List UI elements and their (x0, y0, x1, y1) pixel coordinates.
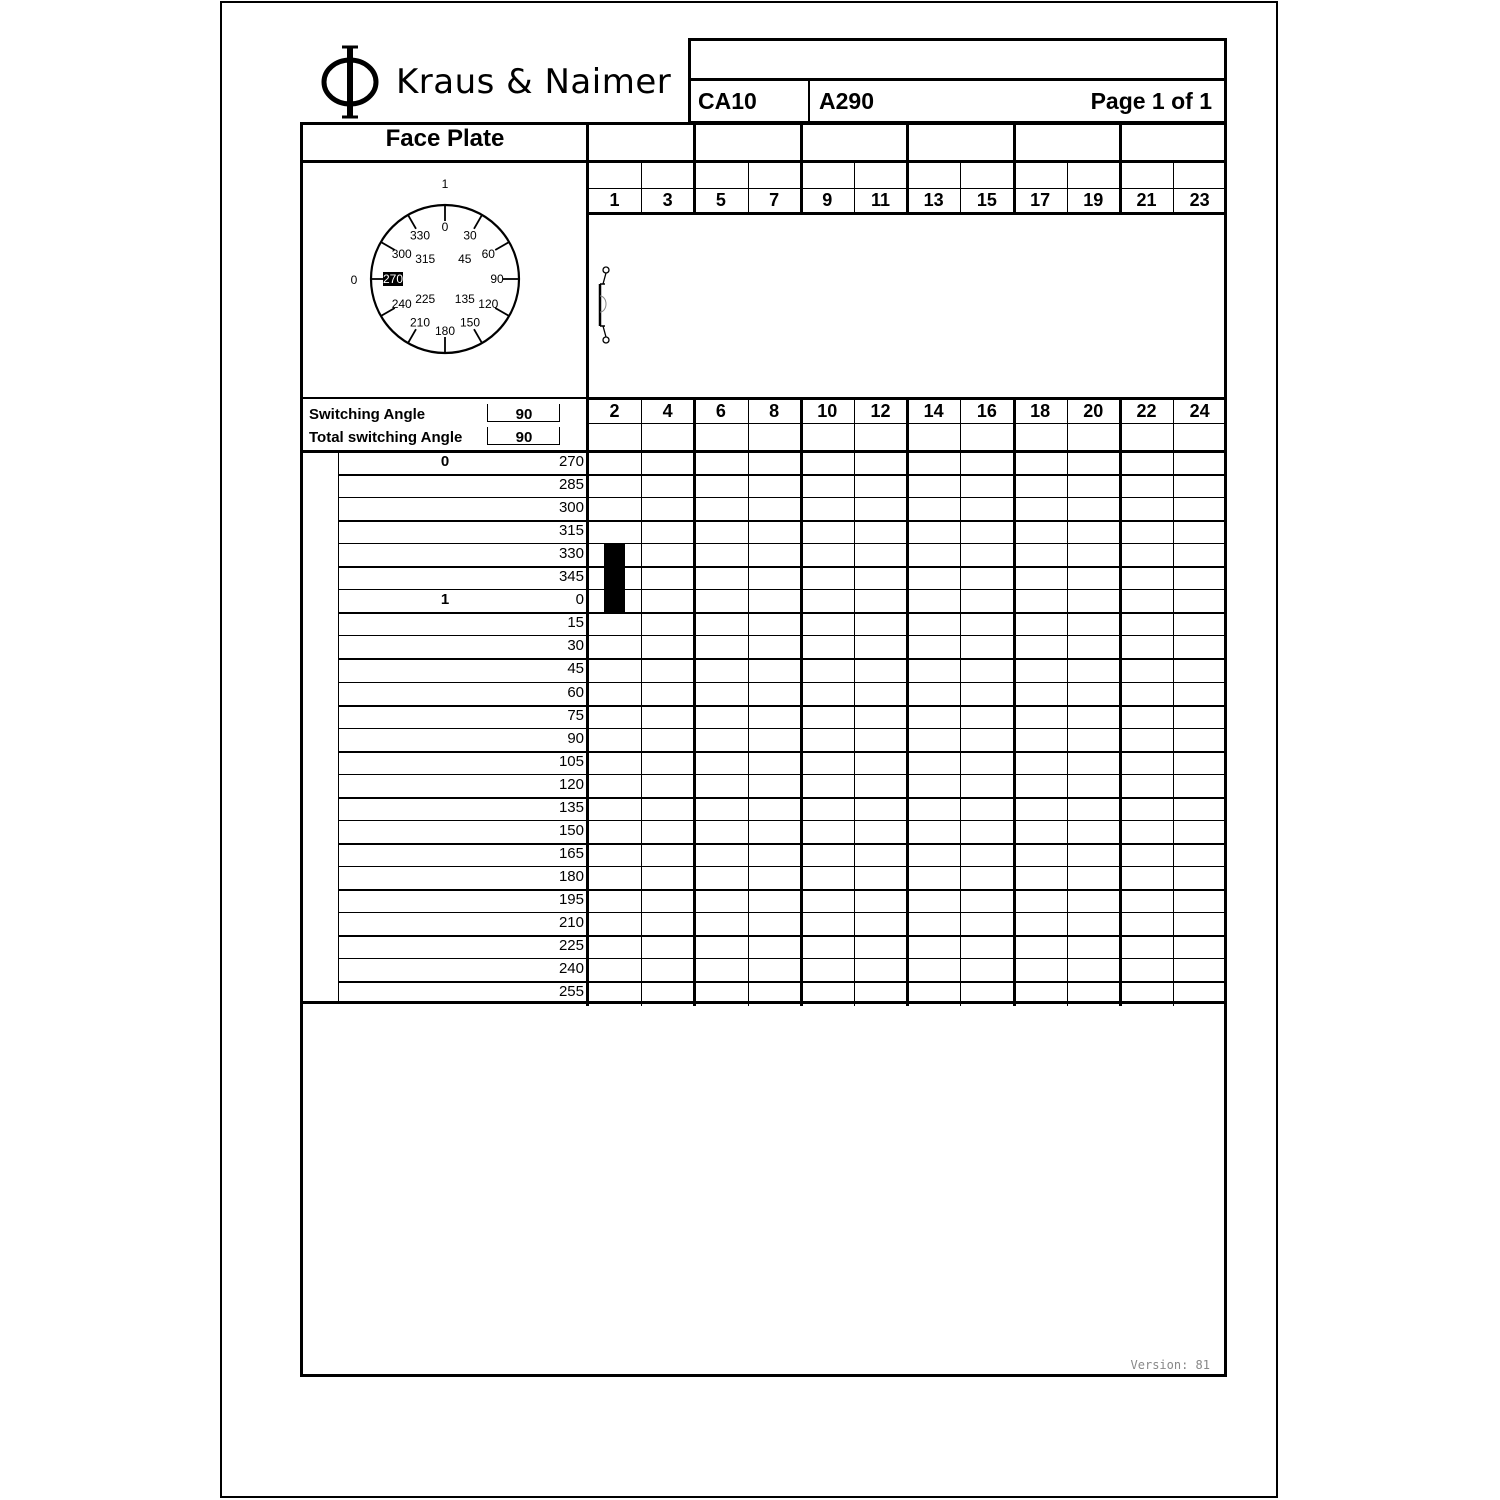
total-switching-angle-value: 90 (515, 429, 533, 446)
dial-position-label: 0 (350, 273, 358, 287)
angle-row-label: 330 (558, 545, 584, 563)
kraus-naimer-phi-logo-icon (318, 44, 382, 120)
angle-row-label: 300 (558, 499, 584, 517)
dial-angle-label: 90 (490, 272, 504, 286)
angle-row-label: 60 (567, 683, 584, 701)
angle-row-label: 315 (558, 522, 584, 540)
dial-angle-label: 330 (409, 228, 431, 243)
dial-tick (474, 329, 482, 343)
dial-angle-label: 150 (459, 315, 481, 330)
angle-row-label: 150 (558, 821, 584, 839)
type-code: CA10 (698, 88, 757, 114)
contact-symbol-icon (594, 264, 618, 346)
dial-angle-label: 225 (415, 291, 436, 306)
angle-row-label: 135 (558, 798, 584, 816)
angle-row-label: 0 (575, 591, 584, 609)
angle-row-label: 105 (558, 752, 584, 770)
terminal-label-bottom: 24 (1189, 401, 1210, 421)
terminal-label-top: 7 (769, 190, 780, 210)
terminal-label-top: 9 (822, 190, 833, 210)
dial-tick (408, 215, 416, 229)
contact-closed-bar (604, 543, 625, 612)
terminal-label-top: 23 (1189, 190, 1210, 210)
total-switching-angle-label: Total switching Angle (309, 429, 463, 446)
angle-row-label: 270 (558, 453, 584, 470)
dial-angle-label: 240 (391, 297, 412, 311)
terminal-label-top: 3 (662, 190, 673, 210)
dial-angle-label: 135 (454, 291, 475, 306)
dial-tick (474, 215, 482, 229)
angle-row-label: 285 (558, 476, 584, 494)
terminal-label-top: 15 (976, 190, 997, 210)
terminal-label-top: 1 (609, 190, 620, 210)
faceplate-dial (300, 163, 588, 398)
angle-row-label: 75 (567, 706, 584, 724)
switch-code: A290 (819, 88, 874, 114)
switch-position-label: 0 (440, 453, 450, 470)
dial-position-label: 1 (441, 177, 449, 191)
brand-name: Kraus & Naimer (396, 62, 672, 102)
terminal-label-top: 21 (1136, 190, 1157, 210)
angle-row-label: 240 (558, 960, 584, 978)
dial-angle-label: 30 (463, 228, 477, 243)
angle-row-label: 90 (567, 729, 584, 747)
dial-angle-label: 180 (434, 324, 456, 338)
angle-row-label: 255 (558, 983, 584, 1001)
dial-angle-label: 0 (441, 220, 449, 234)
angle-row-label: 15 (567, 614, 584, 632)
angle-row-label: 210 (558, 914, 584, 931)
dial-angle-label: 60 (481, 247, 495, 261)
angle-row-label: 345 (558, 568, 584, 586)
angle-row-label: 180 (558, 867, 584, 885)
terminal-label-bottom: 14 (923, 401, 944, 421)
terminal-label-bottom: 2 (609, 401, 620, 421)
angle-row-label: 30 (567, 637, 584, 655)
dial-angle-label: 210 (409, 315, 431, 330)
dial-angle-label: 300 (391, 247, 412, 261)
angle-row-label: 195 (558, 890, 584, 908)
angle-row-label: 165 (558, 844, 584, 862)
terminal-label-bottom: 10 (817, 401, 838, 421)
terminal-label-bottom: 16 (976, 401, 997, 421)
switch-position-label: 1 (440, 591, 450, 609)
terminal-label-bottom: 4 (662, 401, 673, 421)
terminal-label-bottom: 8 (769, 401, 780, 421)
dial-angle-label: 120 (478, 297, 499, 311)
page-indicator: Page 1 of 1 (1090, 88, 1212, 114)
terminal-label-bottom: 6 (715, 401, 726, 421)
terminal-label-top: 19 (1083, 190, 1104, 210)
terminal-label-bottom: 20 (1083, 401, 1104, 421)
version-label: Version: 81 (1130, 1358, 1210, 1372)
faceplate-title: Face Plate (385, 125, 505, 152)
switching-angle-value: 90 (515, 406, 533, 423)
angle-row-label: 45 (567, 660, 584, 678)
dial-angle-label: 315 (415, 252, 436, 267)
terminal-label-bottom: 22 (1136, 401, 1157, 421)
dial-angle-label: 270 (382, 272, 404, 286)
dial-tick (495, 242, 509, 250)
angle-row-label: 120 (558, 775, 584, 793)
switching-angle-label: Switching Angle (309, 406, 426, 423)
terminal-label-top: 17 (1030, 190, 1051, 210)
angle-row-label: 225 (558, 937, 584, 955)
dial-angle-label: 45 (458, 252, 472, 267)
dial-tick (408, 329, 416, 343)
terminal-label-bottom: 12 (870, 401, 891, 421)
terminal-label-top: 5 (715, 190, 726, 210)
terminal-label-top: 13 (923, 190, 944, 210)
terminal-label-bottom: 18 (1030, 401, 1051, 421)
terminal-label-top: 11 (870, 190, 891, 210)
